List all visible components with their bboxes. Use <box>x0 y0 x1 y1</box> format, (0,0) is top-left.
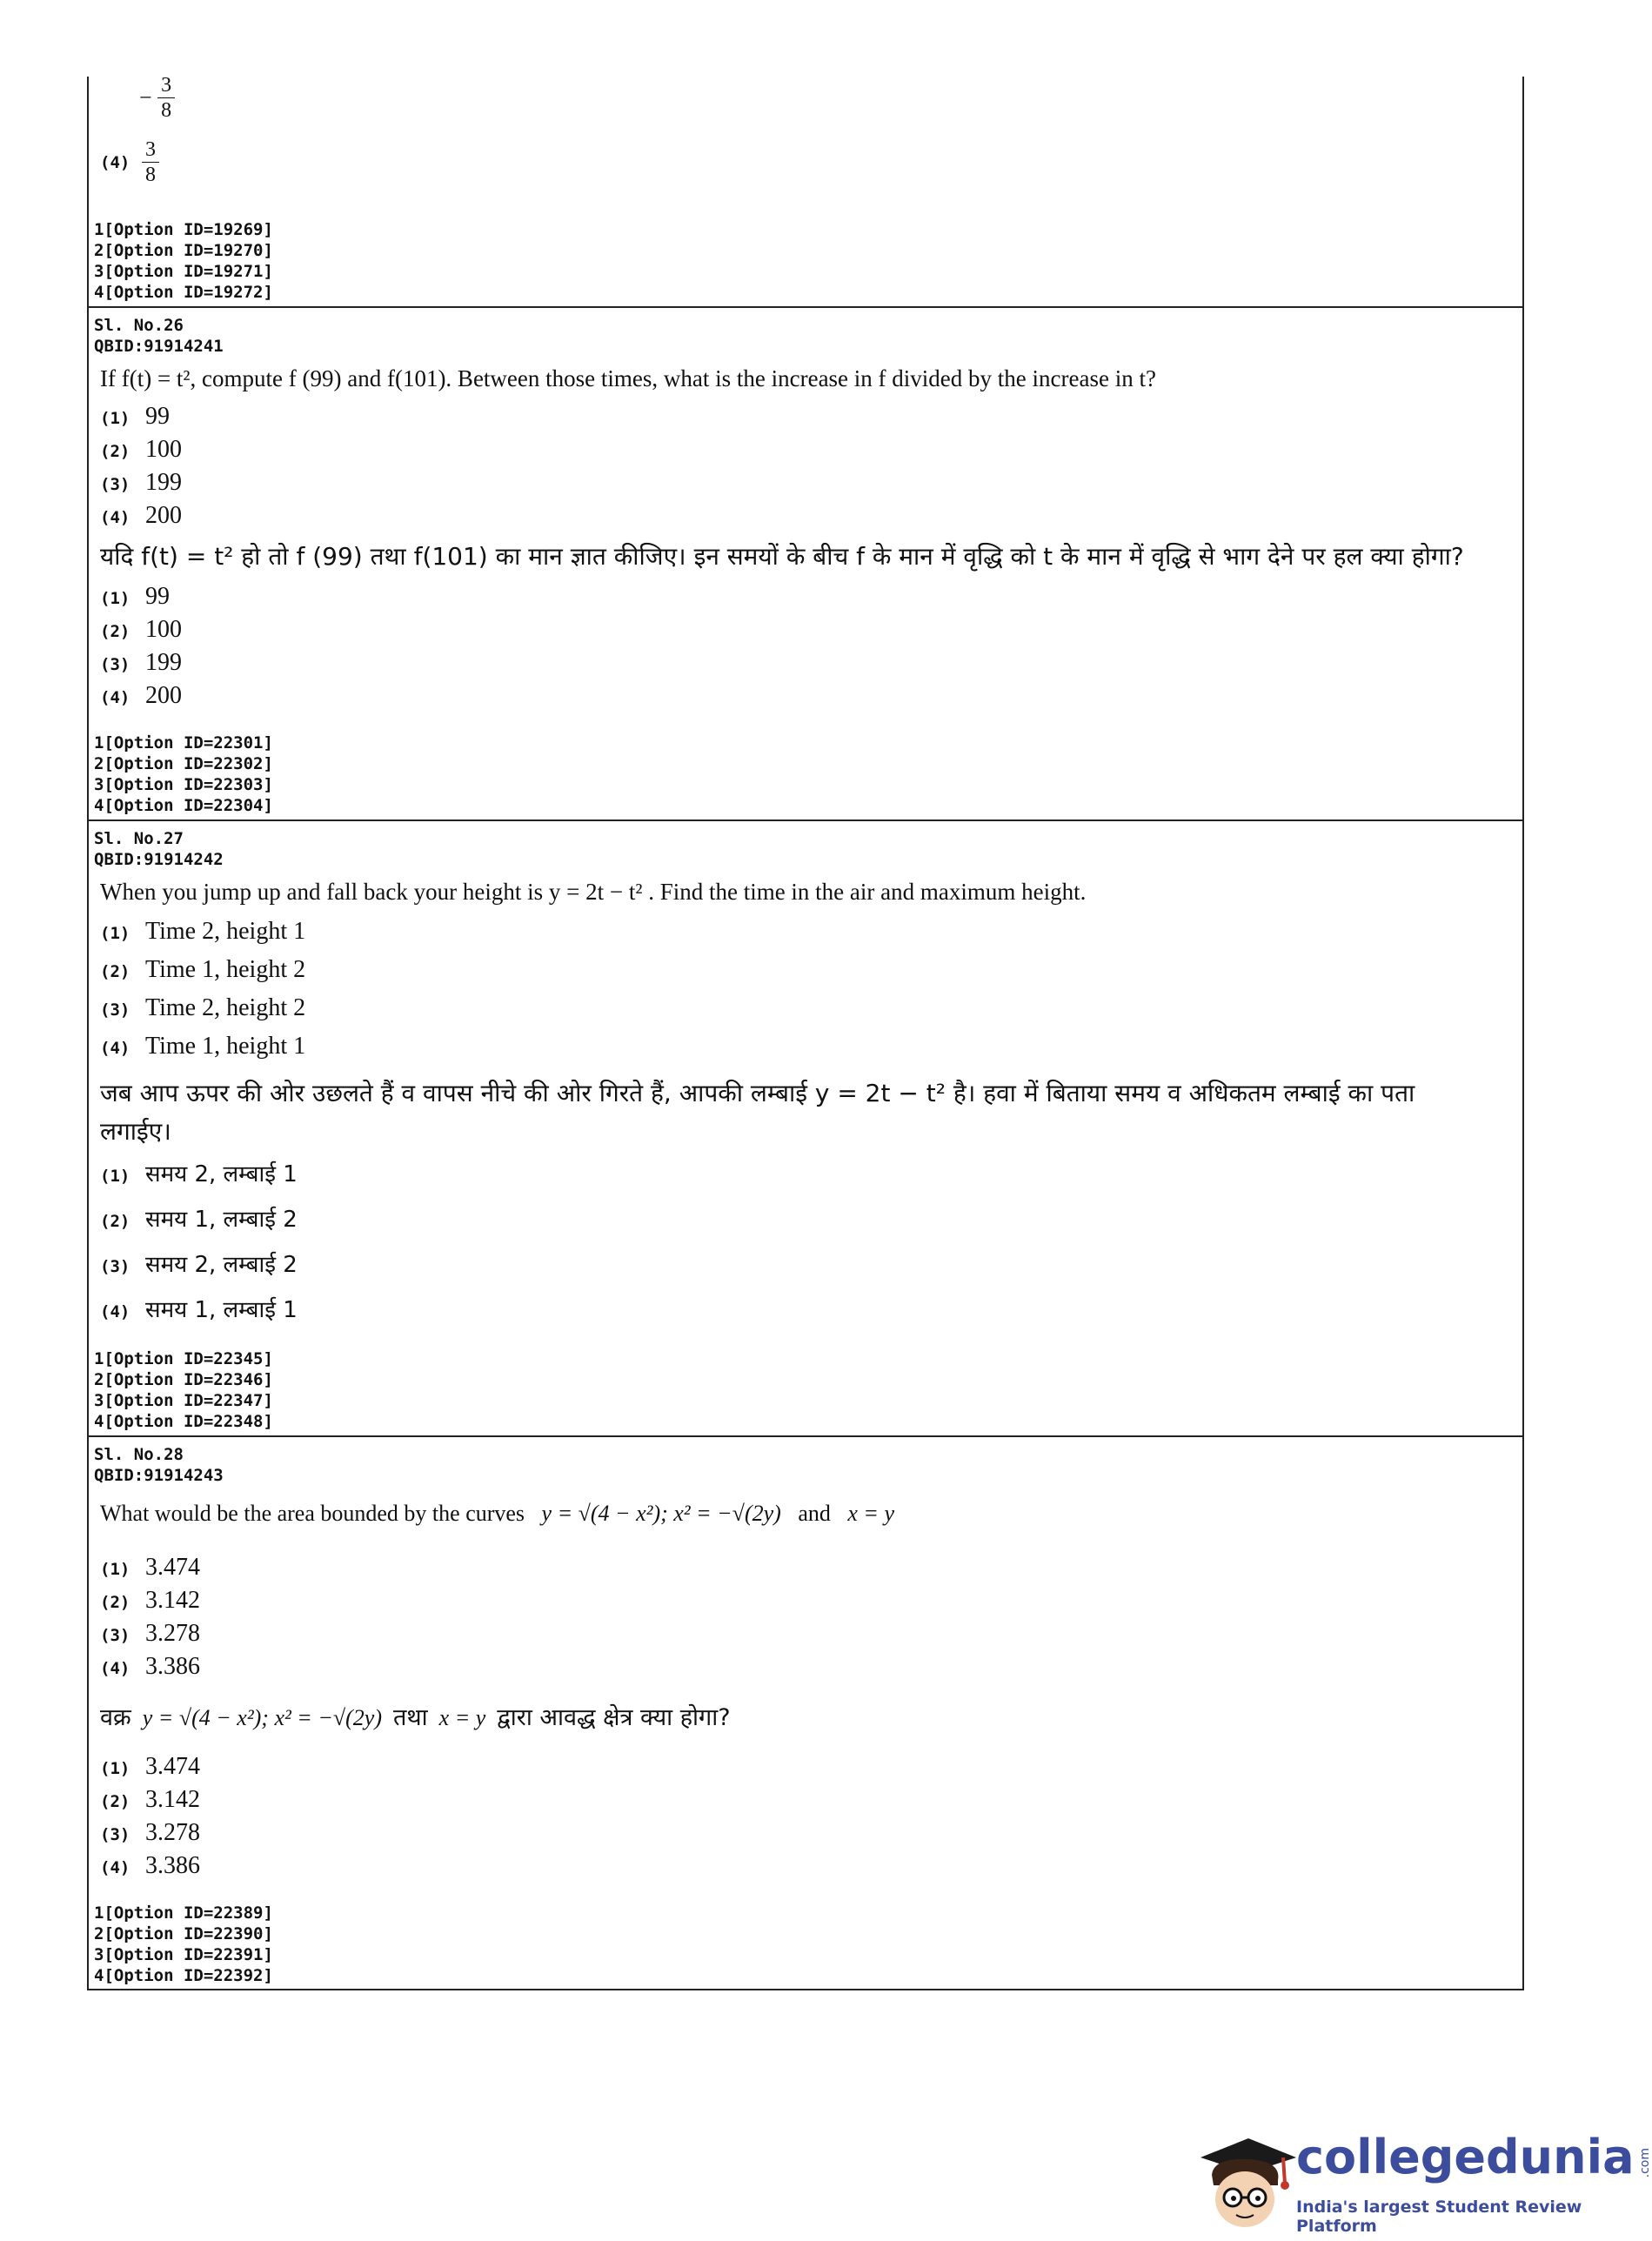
option-value: 3.386 <box>145 1653 200 1680</box>
question-text-hindi: यदि f(t) = t² हो तो f (99) तथा f(101) का मान ज्ञात कीजिए। इन समयों के बीच f के मान में वृद्धि को t के मान में वृद्धि से भाग देने पर हल क्या होगा? <box>100 542 1464 571</box>
option <box>100 1587 200 1615</box>
option <box>100 1653 200 1681</box>
option-value: 99 <box>145 403 170 430</box>
option-label: (1) <box>100 409 130 428</box>
option-value: 3.142 <box>145 1786 200 1813</box>
option-value: 99 <box>145 583 170 610</box>
option-label: (3) <box>100 655 130 674</box>
question-text: तथा <box>393 1704 428 1731</box>
option-value: 100 <box>145 616 182 643</box>
option-label: (2) <box>100 962 130 981</box>
option <box>100 583 170 611</box>
option-label: (3) <box>100 475 130 494</box>
fraction-numerator: 3 <box>142 137 159 163</box>
option-label: (2) <box>100 1593 130 1612</box>
option-value: Time 1, height 1 <box>145 1033 306 1060</box>
option-id: 2[Option ID=19270] <box>94 241 273 260</box>
option <box>100 1157 298 1188</box>
option <box>100 1033 305 1060</box>
option-value: समय 2, लम्बाई 2 <box>145 1252 298 1278</box>
option-id: 1[Option ID=22345] <box>94 1349 273 1368</box>
option-value: 200 <box>145 502 182 529</box>
option-id-list <box>94 733 273 816</box>
qbid: QBID:91914242 <box>94 850 224 869</box>
option-value: समय 1, लम्बाई 2 <box>145 1207 298 1233</box>
option <box>100 469 182 497</box>
option-id: 3[Option ID=22303] <box>94 775 273 794</box>
option-value: समय 2, लम्बाई 1 <box>145 1161 298 1187</box>
option <box>100 994 305 1022</box>
question-text: and <box>798 1501 831 1526</box>
option <box>100 1852 200 1880</box>
question-text: What would be the area bounded by the curves <box>100 1501 525 1526</box>
option-label: (1) <box>100 1759 130 1778</box>
option-label: (3) <box>100 1626 130 1645</box>
option <box>100 682 182 710</box>
fraction-numerator: 3 <box>157 73 175 98</box>
qbid: QBID:91914241 <box>94 337 224 356</box>
option-label: (2) <box>100 1212 130 1231</box>
option <box>100 502 182 530</box>
question-header <box>94 315 224 357</box>
brand-name: collegedunia <box>1296 2130 1635 2184</box>
option-value: 199 <box>145 469 182 496</box>
option-4 <box>100 137 159 187</box>
option-label: (2) <box>100 1792 130 1811</box>
question-text-english <box>100 1501 894 1527</box>
question-text-english: If f(t) = t², compute f (99) and f(101). Between those times, what is the increase in f divided by the increase in t? <box>100 365 1156 391</box>
option-id: 2[Option ID=22302] <box>94 754 273 773</box>
option-label: (3) <box>100 1257 130 1276</box>
option-value: 100 <box>145 436 182 463</box>
serial-number: Sl. No.28 <box>94 1445 184 1464</box>
option-label: (4) <box>100 1858 130 1877</box>
fraction <box>142 137 159 187</box>
option <box>100 1202 298 1234</box>
option-id: 2[Option ID=22346] <box>94 1370 273 1389</box>
math-formula: x = y <box>438 1705 486 1730</box>
math-formula: x = y <box>847 1501 894 1526</box>
option-label: (1) <box>100 589 130 608</box>
fraction-denominator: 8 <box>145 164 156 186</box>
option-value: 3.474 <box>145 1753 200 1780</box>
math-formula: y = √(4 − x²); x² = −√(2y) <box>142 1705 383 1730</box>
option-label: (4) <box>100 152 130 172</box>
option-value: 3.474 <box>145 1554 200 1581</box>
option-label: (4) <box>100 1039 130 1058</box>
option <box>100 616 182 644</box>
question-header <box>94 828 224 870</box>
option-label: (2) <box>100 622 130 641</box>
question-text-hindi <box>100 1700 731 1732</box>
option-id: 4[Option ID=22304] <box>94 796 273 815</box>
option-label: (1) <box>100 1560 130 1579</box>
option-id: 1[Option ID=19269] <box>94 220 273 239</box>
option <box>100 1620 200 1648</box>
option-id: 3[Option ID=22391] <box>94 1945 273 1964</box>
option-value: समय 1, लम्बाई 1 <box>145 1297 298 1323</box>
option <box>100 649 182 677</box>
option-label: (1) <box>100 924 130 943</box>
option <box>100 1753 200 1781</box>
option-label: (4) <box>100 688 130 707</box>
question-text: द्वारा आवद्ध क्षेत्र क्या होगा? <box>497 1704 731 1731</box>
question-text: वक्र <box>100 1704 131 1731</box>
option-value: 3.142 <box>145 1587 200 1614</box>
question-header <box>94 1444 224 1486</box>
partial-option-3: − $\frac{3}{8}$ <box>139 73 175 123</box>
qbid: QBID:91914243 <box>94 1466 224 1485</box>
option-value: Time 2, height 2 <box>145 994 306 1021</box>
option-label: (3) <box>100 1825 130 1844</box>
question-line: जब आप ऊपर की ओर उछलते हैं व वापस नीचे की ओर गिरते हैं, आपकी लम्बाई y = 2t − t² है। हवा में बिताया समय व अधिकतम लम्बाई का पता <box>100 1079 1415 1107</box>
option-value: Time 2, height 1 <box>145 918 306 945</box>
option-id: 3[Option ID=22347] <box>94 1391 273 1410</box>
option-value: 3.386 <box>145 1852 200 1879</box>
option <box>100 1819 200 1847</box>
question-text-english: When you jump up and fall back your height is y = 2t − t² . Find the time in the air and maximum height. <box>100 879 1087 905</box>
serial-number: Sl. No.27 <box>94 829 184 848</box>
option-id: 1[Option ID=22389] <box>94 1903 273 1923</box>
option <box>100 1293 298 1324</box>
question-text-hindi <box>100 1074 1415 1151</box>
option <box>100 403 170 431</box>
option-id-list <box>94 219 273 303</box>
option-label: (3) <box>100 1000 130 1020</box>
option-id-list <box>94 1903 273 1986</box>
brand-logo <box>1296 2130 1652 2184</box>
math-formula: y = √(4 − x²); x² = −√(2y) <box>541 1501 781 1526</box>
option <box>100 436 182 464</box>
serial-number: Sl. No.26 <box>94 316 184 335</box>
question-line: लगाईए। <box>100 1117 171 1146</box>
student-mascot-icon <box>1187 2123 1301 2236</box>
option-value: 3.278 <box>145 1819 200 1846</box>
option-label: (4) <box>100 508 130 527</box>
option-value: Time 1, height 2 <box>145 956 306 983</box>
option <box>100 1786 200 1814</box>
fraction-denominator: 8 <box>161 99 172 122</box>
option-label: (4) <box>100 1302 130 1321</box>
option-value: 3.278 <box>145 1620 200 1647</box>
option <box>100 956 305 984</box>
option-id: 1[Option ID=22301] <box>94 733 273 753</box>
option <box>100 1248 298 1279</box>
option-id: 2[Option ID=22390] <box>94 1924 273 1943</box>
option-id: 4[Option ID=22348] <box>94 1412 273 1431</box>
option-label: (2) <box>100 442 130 461</box>
option-label: (4) <box>100 1659 130 1678</box>
option-value: 199 <box>145 649 182 676</box>
option-label: (1) <box>100 1167 130 1186</box>
option <box>100 1554 200 1582</box>
option-value: 200 <box>145 682 182 709</box>
row-divider <box>87 819 1524 821</box>
row-divider <box>87 1435 1524 1437</box>
option <box>100 918 305 946</box>
brand-tagline: India's largest Student Review Platform <box>1296 2198 1582 2236</box>
row-divider <box>87 306 1524 308</box>
fraction <box>157 73 175 123</box>
option-id: 4[Option ID=19272] <box>94 283 273 302</box>
option-id: 4[Option ID=22392] <box>94 1966 273 1985</box>
brand-domain: .com <box>1637 2147 1652 2177</box>
option-id-list <box>94 1348 273 1432</box>
option-id: 3[Option ID=19271] <box>94 262 273 281</box>
